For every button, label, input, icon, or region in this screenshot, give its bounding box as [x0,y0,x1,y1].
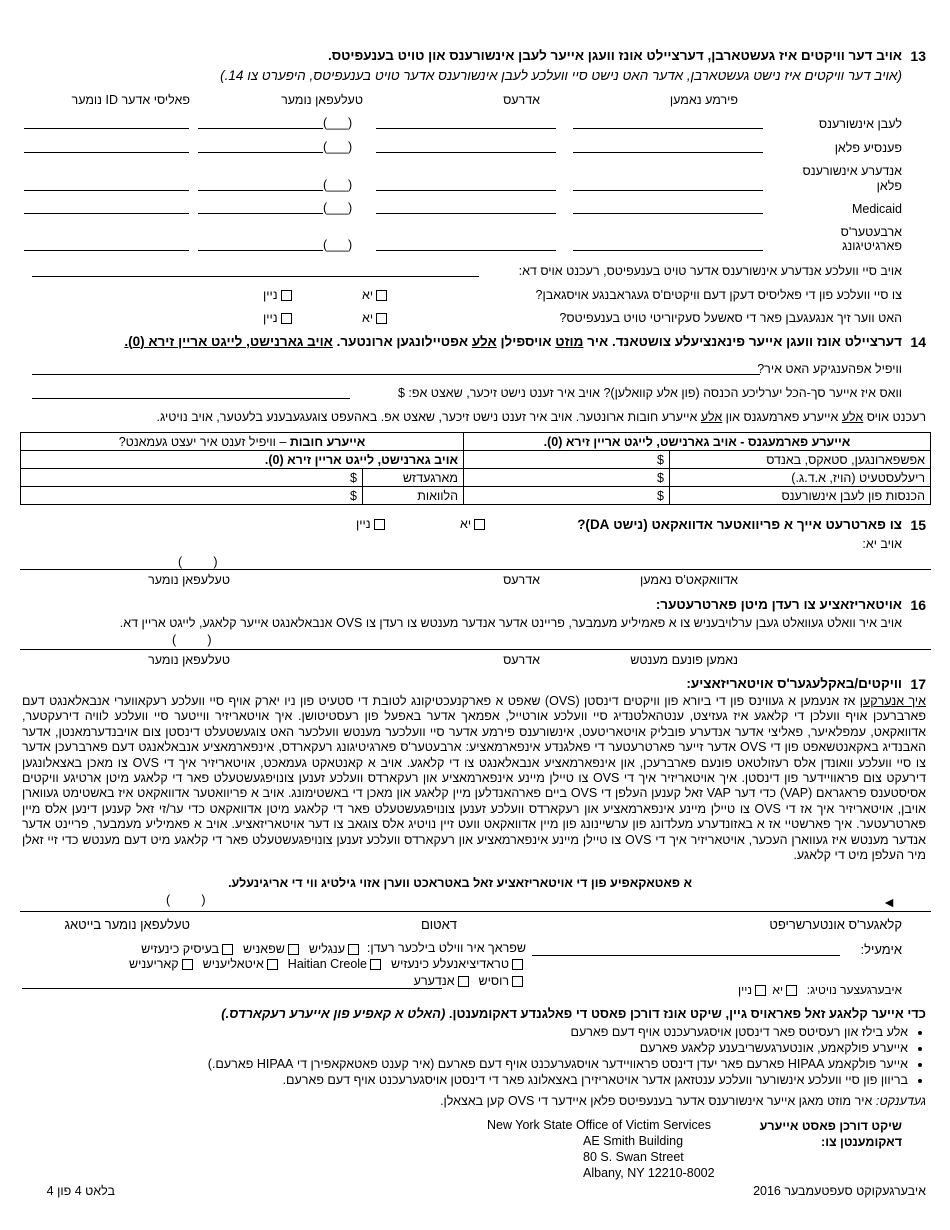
checklist-title [46,1006,926,1021]
lang-italian-checkbox[interactable] [267,959,278,970]
asset-amount[interactable]: $ [464,451,670,469]
asset-label: אפשפארונגען, סטאקס, באנדס [670,451,931,469]
lang-russian-checkbox[interactable] [512,976,523,987]
checklist-item: • אייער פולקאמע HIPAA פארעם פאר יעדן דינסט פראוויידער אויסגערעכנט אויף דעם פארעם (איר קענט פאטאקאפירן די HIPAA פארעם.) [46,1057,908,1071]
attorney-phone-label: טעלעפאן נומער [148,573,230,587]
checklist-title-text: כדי אייער קלאגע זאל פאראויס גיין, שיקט אונז דורכן פאסט די פאלגנדע דאקומענטן. [448,1006,926,1021]
lang-korean-label: קאריעניש [128,957,179,971]
address-line: AE Smith Building [583,1134,684,1148]
phone-area-code[interactable]: (___) [323,140,353,154]
reminder-text: איר מוזט מאגן אייער אינשורענס אדער בענעפיטס פלאן איידער די OVS קען באצאלן. [440,1094,876,1108]
ss-no-checkbox[interactable] [281,313,292,324]
q14-instr-all: אלע [841,410,864,424]
address-field[interactable] [376,128,556,129]
interpreter-no-option[interactable] [738,983,769,997]
lang-basic-chinese-option[interactable] [141,942,236,956]
q13-row-label-2: פארגיטיגונג [842,239,902,253]
policy-field[interactable] [24,250,189,251]
address-line: 80 S. Swan Street [583,1150,684,1164]
policy-field[interactable] [24,190,189,191]
dependents-field[interactable] [32,374,760,375]
interpreter-yes-option[interactable] [772,983,800,997]
language-options-row-3 [326,974,526,988]
phone-field[interactable] [198,152,323,153]
representative-info-line[interactable] [20,649,931,650]
lang-other-checkbox[interactable] [458,976,469,987]
q13-number: 13 [910,48,926,64]
attorney-name-label: אדוואקאט'ס נאמען [639,573,738,587]
interpreter-no-label: ניין [738,983,753,997]
checklist [46,1025,926,1089]
lang-haitian-option[interactable] [288,957,384,971]
rep-name-label: נאמען פונעם מענטש [630,653,738,667]
lang-english-option[interactable] [309,942,362,956]
phone-area-code[interactable]: (___) [323,238,353,252]
q13-other-benefits-label: אויב סיי וועלכע אנדערע אינשורענס אדער טויט בענעפיטס, רעכנט אויס דא: [518,264,902,278]
lang-trad-chinese-label: טראדיציאנעלע כינעזיש [390,957,509,971]
send-label [702,1118,902,1150]
address-line: New York State Office of Victim Services [487,1118,711,1132]
lang-basic-chinese-label: בעיסיק כינעזיש [141,942,220,956]
lang-spanish-label: שפאניש [243,942,285,956]
q14-dependents-label: וויפיל אפהענגיקע האט איר? [757,362,902,376]
q17-authorization-text [22,694,926,863]
debts-header [21,433,464,451]
attorney-address-label: אדרעס [503,573,540,587]
asset-amount[interactable]: $ [464,487,670,505]
ss-no-option[interactable] [263,311,295,325]
phone-field[interactable] [198,250,323,251]
q13-social-security-question: האט ווער זיך אנגעגעבן פאר די סאשעל סעקיוריטי טויט בענעפיטס? [559,311,902,325]
lang-english-checkbox[interactable] [348,944,359,955]
lang-trad-chinese-checkbox[interactable] [512,959,523,970]
q17-lead: איך אנערקען [859,694,927,708]
debt-label: הלוואות [363,487,464,505]
debts-header-c: – וויפיל זענט איר יעצט געמאנט? [118,434,290,449]
firm-name-field[interactable] [573,190,763,191]
signature-arrow-icon: ◄ [882,894,896,910]
q13-row-label: ארבעטער'ס [840,225,902,239]
signature-label: קלאגער'ס אונטערשריפט [769,917,902,932]
firm-name-field[interactable] [573,250,763,251]
q17-photocopy-note: א פאטאקאפיע פון די אויטאריזאציע זאל באטראכט ווערן אזוי גילטיג ווי די אריגינעלע. [228,876,692,890]
email-label: אימעיל: [860,942,902,957]
q13-header-policy: פאליסי אדער ID נומער [71,93,190,107]
date-label: דאטום [420,917,457,932]
lang-english-label: ענגליש [308,942,345,956]
lang-russian-option[interactable] [479,974,527,988]
income-field[interactable] [32,398,350,399]
q13-header-phone: טעלעפאן נומער [281,93,363,107]
q14-title-a: דערציילט אונז וועגן אייער פינאנציעלע צושטאנד. איר [583,334,902,349]
address-field[interactable] [376,152,556,153]
attorney-phone-area[interactable]: ( ) [178,555,218,569]
q14-instructions [26,410,926,424]
firm-name-field[interactable] [573,128,763,129]
firm-name-field[interactable] [573,152,763,153]
interpreter-no-checkbox[interactable] [755,985,766,996]
reminder [46,1094,926,1108]
checklist-item: • אייערע פולקאמע, אונטערגעשריבענע קלאגע פארעם [46,1041,908,1055]
firm-name-field[interactable] [573,213,763,214]
day-phone-label: טעלעפאן נומער בייטאג [64,917,190,932]
burial-yes-option[interactable] [362,288,390,302]
lang-italian-label: איטאליעניש [202,957,264,971]
lang-other-label: אנדערע [413,974,455,988]
lang-spanish-checkbox[interactable] [288,944,299,955]
other-benefits-field[interactable] [32,276,479,277]
ss-yes-checkbox[interactable] [376,313,387,324]
address-line: Albany, NY 12210-8002 [583,1166,715,1180]
debts-header-b: חובות [289,434,324,449]
burial-no-option[interactable] [263,288,295,302]
attorney-no-checkbox[interactable] [374,519,385,530]
signature-line[interactable] [20,911,931,912]
edition-date: איבערגעקוקט סעפטעמבער 2016 [753,1184,926,1198]
assets-debts-table [20,432,931,505]
q16-title: אויטאריזאציע צו רעדן מיטן פארטרעטער: [655,597,902,612]
q13-title: אויב דער וויקטים איז געשטארבן, דערציילט אונז וועגן אייער לעבן אינשורענס און טויט בענעפיטס. [327,48,902,63]
burial-no-checkbox[interactable] [281,290,292,301]
lang-korean-checkbox[interactable] [182,959,193,970]
policy-field[interactable] [24,213,189,214]
day-phone-area[interactable]: ( ) [166,893,206,907]
rep-phone-label: טעלעפאן נומער [148,653,230,667]
debt-amount[interactable]: $ [21,469,363,487]
attorney-info-line[interactable] [20,569,931,570]
language-options-row-2 [106,957,526,971]
ss-no-label: ניין [263,311,278,325]
interpreter-yes-checkbox[interactable] [786,985,797,996]
checklist-item: • בריוון פון סיי וועלכע אינשורער וועלכע ענטזאגן אדער אויטאריזירן באצאלונג פאר די דינסטן אויסגערעכנט אויף דעם פארעם. [46,1073,908,1087]
q15-if-yes: אויב יא: [862,537,902,551]
phone-area-code[interactable]: (___) [323,116,353,130]
lang-korean-option[interactable] [129,957,196,971]
email-field[interactable] [532,955,840,956]
lang-haitian-checkbox[interactable] [370,959,381,970]
lang-trad-chinese-option[interactable] [391,957,526,971]
send-label-line-1: שיקט דורכן פאסט אייערע [759,1119,902,1133]
q13-row-label: Medicaid [851,202,902,216]
interpreter-label: איבערגעצער נויטיג: [806,983,902,997]
q13-subtitle: (אויב דער וויקטים איז נישט געשטארבן, אדער האט נישט סיי וועלכע לעבן אינשורענס אדער טויט בענעפיטס, היפערט צו 14.) [220,68,902,83]
phone-field[interactable] [198,213,323,214]
policy-field[interactable] [24,152,189,153]
debt-label: מארגעדזש [363,469,464,487]
attorney-no-label: ניין [356,517,371,531]
q14-number: 14 [910,334,926,350]
q16-text: אויב איר וואלט געוואלט געבן ערלויבעניש צו א פאמיליע מעמבער, פריינט אדער אנדער מענטש צו רעדן צו OVS אנבאלאנגט אייער קלאגע, לייגט אריין דא. [119,616,902,630]
attorney-no-option[interactable] [356,517,388,531]
lang-haitian-label: Haitian Creole [287,957,368,971]
q17-number: 17 [910,676,926,692]
reminder-label: געדענקט: [875,1094,926,1108]
q14-income-label: וואס איז אייער סך-הכל יערליכע הכנסה (פון אלע קוואלען)? אויב איר זענט נישט זיכער, שאצט אפ: $ [397,386,902,400]
lang-basic-chinese-checkbox[interactable] [222,944,233,955]
q14-title-all: אלע [471,334,497,349]
q13-row-label-2: פלאן [876,179,902,193]
checklist-title-italic: (האלט א קאפיע פון אייערע רעקארדס.) [221,1006,449,1021]
q15-number: 15 [910,517,926,533]
attorney-yes-option[interactable] [460,517,488,531]
rep-phone-area[interactable]: ( ) [172,633,212,647]
ss-yes-option[interactable] [362,311,390,325]
burial-no-label: ניין [263,288,278,302]
q13-burial-question: צו סיי וועלכע פון די פאליסיס דעקן דעם וויקטים'ס געגראבנגע אויסגאבן? [535,288,902,302]
q14-title-b: אויספילן [496,334,556,349]
debts-header-a: אייערע [323,434,366,449]
q14-title-c: אפטיילונגען ארונטער. [332,334,472,349]
policy-field[interactable] [24,128,189,129]
q14-instr-all-2: אלע [700,410,723,424]
checklist-item: • אלע בילז און רעסיטס פאר דינסטן אויסגערעכנט אויף דעם פארעם [46,1025,908,1039]
q14-instr-c: אייערע חובות ארונטער. אויב איר זענט נישט זיכער, שאצט אפ. באהעפט צוגעגעבענע בלעטער, אויב נויטיג. [156,410,701,424]
phone-field[interactable] [198,190,323,191]
q16-number: 16 [910,597,926,613]
q14-title-d: אויב גארנישט, לייגט אריין זירא (0). [124,334,333,349]
page-number: בלאט 4 פון 4 [46,1184,115,1198]
q14-title-must: מוזט [555,334,584,349]
address-field[interactable] [376,250,556,251]
address-field[interactable] [376,213,556,214]
q13-row-label: לעבן אינשורענס [818,117,902,131]
q14-instr-b: אייערע פארמעגנס און [722,410,842,424]
interpreter-needed [662,983,902,997]
q13-row-label: אנדערע אינשורענס [802,164,902,178]
attorney-yes-label: יא [460,517,472,531]
other-language-field[interactable] [22,988,442,989]
q17-body: אז אנעמען א געווינס פון די ביורא פון וויקטים דינסטן (OVS) שאפט א פארקנעכטיקונג לטובת די סטעיט פון ניו יארק אויף סיי וועלכע רעקאווערי אנבאלאנגט דעם פארברעכן אויף וועלכן די קלאגע איז געזיצט, ענטהאלטנדיג סיי וועלכע אורטייל, אפמאך אדער באפעל פון רעסטיטושן. איך אויטאריזיר ווייטער סיי וועלכע לוויה דירעקטער, אדוואקאט, עמפלאיער, פאליצי אדער אנדערע פובליק אויטאריטעט, אינשורענס פירמע אדער סיי וועלכער מענטש וועלכער האט צוגעשטעלט דינסטן צום אויבנדערמאנטן, אדער האבנדיג באקאנטשאפט פון די OVS אדער זייער פארטרעטער די פאלגנדע אינפארמאציע: ארבעטער'ס פארגיטיגונג רעקארדס, אינפארמאציע אנבאלאנגט דעם פארברעכן אדער צו סיי וועלכע וואונדן אלס רעזולטאט פונעם פארברעכן, און אינפארמאציע אנבאלאנגט צו די קלאגע. אויב א קאנטאקט געמאכט, אויטאריזיר איך די OVS צו מאכן באצאלונגען דירעקט צום פראוויידער פון דינסטן. איך אויטאריזיר איך די OVS צו טיילן מיינע אינפארמאציע און רעקארדס וועלכע זענען צונויפגעשטעלט פאר די קלאגע מיטן ארטיגע וויקטים אסיסטענס פראגראם (VAP) כדי דער VAP זאל קענען העלפן די OVS ביים פארהאנדלען מיין קלאגע און מאכן די באשטימונג. אויב א פריוואטער אדוואקאט איז באשטימט געווארן אויבן, אויטאריזיר איך אז די OVS צו טיילן מיינע אינפארמאציע און רעקארדס וועלכע זענען צונויפגעשטעלט פאר די קלאגע מיטן אדוואקאט כדי ער/זי זאל קענען דינען אלס מיין פארטרעטער. איך פארשטיי אז א באזונדערע מעלדונג פון ערשיינונג פון מיין אדוואקאט וועט זיין נויטיג אלס צוגאב צו דער אויטאריזאציע. אויב א פאמיליע מעמבער, פריינט אדער אנדער מענטש איז געווארן העכער, אויטאריזיר איך די OVS צו טיילן מיינע אינפארמאציע און רעקארדס וועלכע זענען צונויפגעשטעלט פאר די קלאגע מיט דעם מענטש כדי זיי זאלן מיר העלפן מיט די קלאגע. [22,694,926,863]
burial-yes-label: יא [362,288,374,302]
burial-yes-checkbox[interactable] [376,290,387,301]
q13-row-label: פענסיע פלאן [834,141,902,155]
q15-title: צו פארטרעט אייך א פריוואטער אדוואקאט (נישט DA)? [577,517,902,532]
q13-header-address: אדרעס [503,93,540,107]
q17-title: וויקטים/באקלעגער'ס אויטאריזאציע: [686,676,902,691]
lang-italian-option[interactable] [203,957,281,971]
q13-header-firm: פירמע נאמען [669,93,738,107]
assets-header: אייערע פארמעגנס - אויב גארנישט, לייגט אריין זירא (0). [464,433,931,451]
language-options [122,941,362,957]
attorney-yes-checkbox[interactable] [474,519,485,530]
send-label-line-2: דאקומענטן צו: [821,1135,902,1149]
address-field[interactable] [376,190,556,191]
phone-field[interactable] [198,128,323,129]
debts-note: אויב גארנישט, לייגט אריין זירא (0). [21,451,464,469]
lang-spanish-option[interactable] [243,942,302,956]
asset-label: ריעלעסטעיט (הויז, א.ד.ג.) [670,469,931,487]
language-label: שפראך איר ווילט בילכער רעדן: [366,941,526,955]
debt-amount[interactable]: $ [21,487,363,505]
phone-area-code[interactable]: (___) [323,178,353,192]
mailing-address [487,1117,715,1181]
q14-title [42,334,902,349]
q14-instr-a: רעכנט אויס [863,410,926,424]
rep-address-label: אדרעס [503,653,540,667]
asset-amount[interactable]: $ [464,469,670,487]
ss-yes-label: יא [362,311,374,325]
phone-area-code[interactable]: (___) [323,201,353,215]
interpreter-yes-label: יא [772,983,784,997]
lang-other-option[interactable] [414,974,472,988]
asset-label: הכנסות פון לעבן אינשורענס [670,487,931,505]
lang-russian-label: רוסיש [478,974,509,988]
